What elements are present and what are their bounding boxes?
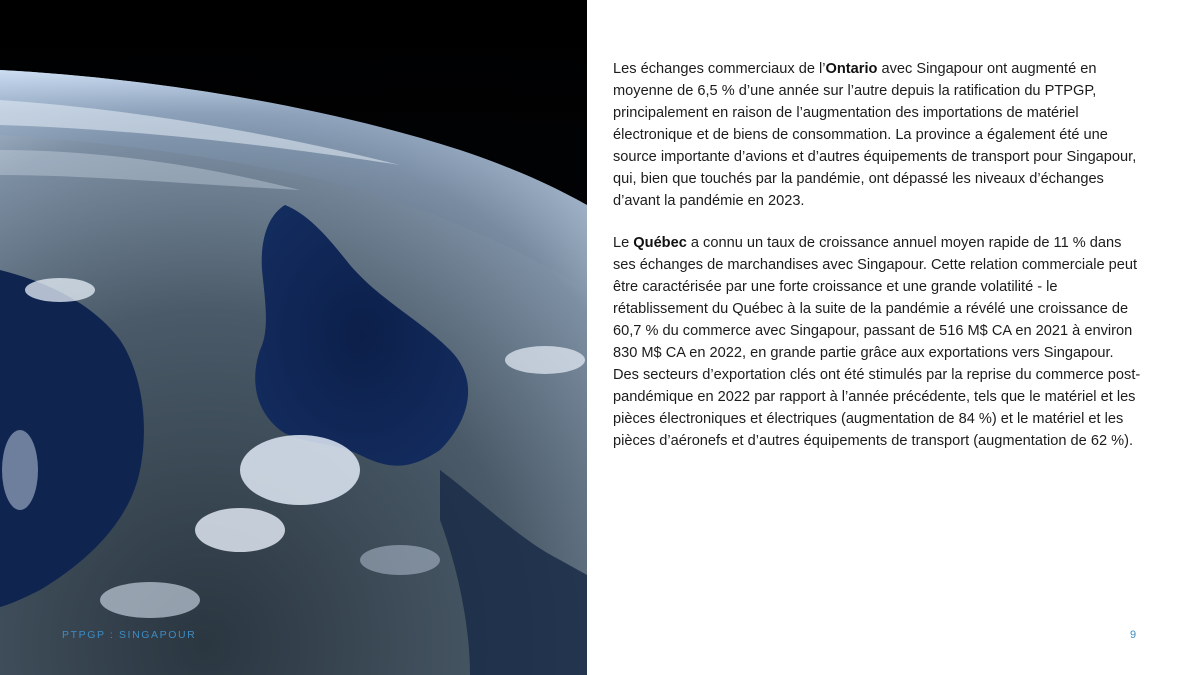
body-text [613,58,1143,472]
province-name-ontario: Ontario [825,61,878,77]
paragraph-text: avec Singapour ont augmenté en moyenne de 6,5 % d’une année sur l’autre depuis la ratification du PTPGP, principalement en raison de l’augmentation des importations de matériel électronique et de biens de consommation. La province a également été une source importante d’avions et d’autres équipements de transport pour Singapour, qui, bien que touchés par la pandémie, ont dépassé les niveaux d’échanges d’avant la pandémie en 2023. [613,61,1137,209]
paragraph-text: a connu un taux de croissance annuel moyen rapide de 11 % dans ses échanges de marchandises avec Singapour. Cette relation commerciale peut être caractérisée par une forte croissance et une grande volatilité - le rétablissement du Québec à la suite de la pandémie a révélé une croissance de 60,7 % du commerce avec Singapour, passant de 516 M$ CA en 2021 à environ 830 M$ CA en 2022, en grande partie grâce aux exportations vers Singapour. Des secteurs d’exportation clés ont été stimulés par la reprise du commerce post-pandémique en 2022 par rapport à l’année précédente, tels que le matériel et les pièces électroniques et électriques (augmentation de 84 %) et le matériel et les pièces d’aéronefs et d’autres équipements de transport (augmentation de 62 %). [613,235,1141,449]
page-number: 9 [1130,629,1137,641]
paragraph-text: Les échanges commerciaux de l’ [613,61,826,77]
footer-label: PTPGP : SINGAPOUR [62,629,197,641]
earth-from-space-image [0,0,587,675]
paragraph-text: Le [613,235,634,251]
paragraph-quebec [613,232,1143,452]
province-name-quebec: Québec [633,235,687,251]
paragraph-ontario [613,58,1143,212]
earth-photo-illustration [0,0,587,675]
